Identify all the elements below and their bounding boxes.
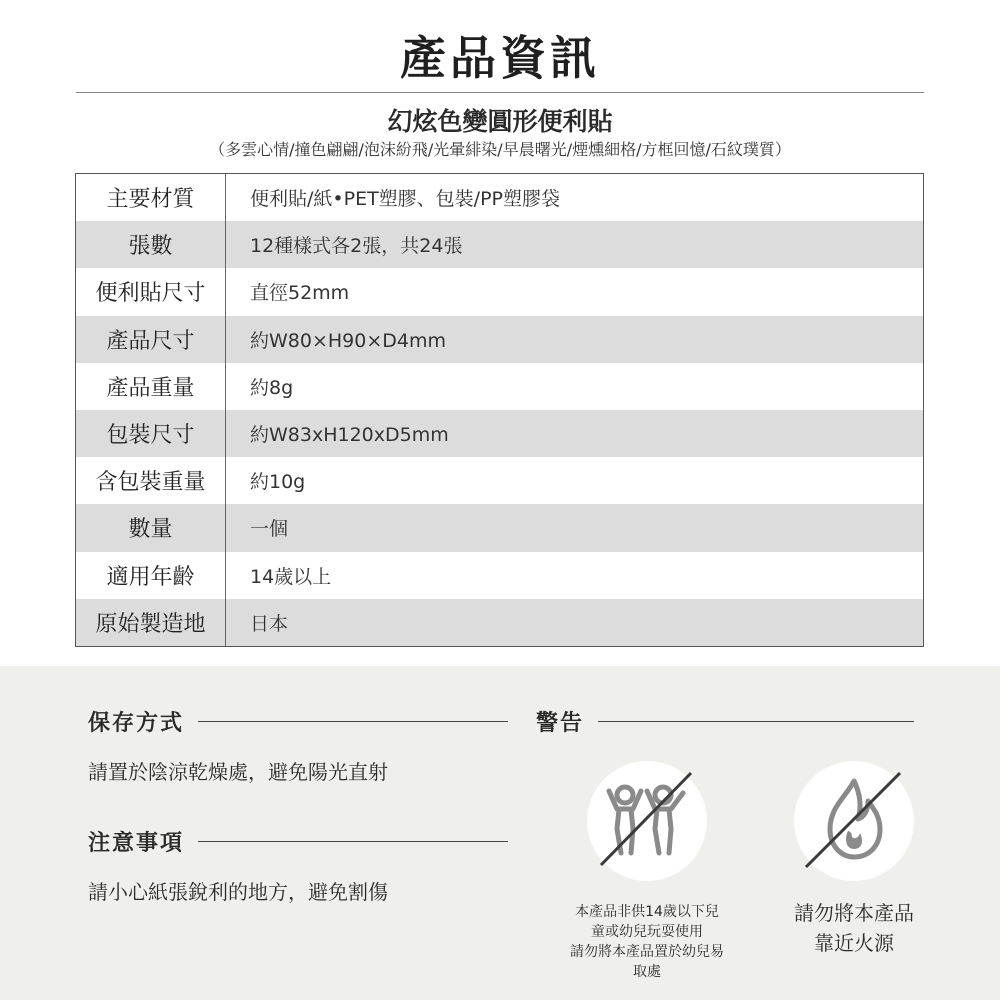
spec-value: 約W80×H90×D4mm [250, 329, 447, 352]
notes-text: 請小心紙張銳利的地方，避免割傷 [88, 880, 388, 904]
notes-heading [88, 826, 508, 857]
storage-text: 請置於陰涼乾燥處，避免陽光直射 [88, 760, 388, 784]
spec-row-package-weight [76, 457, 923, 504]
children-warning-line: 請勿將本產品置於幼兒易 [570, 944, 724, 960]
children-warning-line: 童或幼兒玩耍使用 [591, 924, 703, 940]
spec-row-material [76, 174, 923, 221]
warning-heading-text: 警告 [536, 711, 585, 736]
spec-value: 約10g [250, 471, 306, 494]
spec-label: 主要材質 [76, 174, 226, 221]
no-fire-icon [794, 761, 914, 881]
spec-value: 14歲以上 [250, 565, 332, 588]
spec-value: 日本 [250, 612, 289, 635]
warning-heading-line [598, 721, 914, 722]
spec-row-sheets [76, 221, 923, 268]
product-variants: （多雲心情/撞色翩翩/泡沫紛飛/光暈緋染/早晨曙光/煙燻細格/方框回憶/石紋璞質） [209, 140, 791, 159]
children-warning-line: 本產品非供14歲以下兒 [575, 904, 719, 920]
notes-heading-line [198, 841, 508, 842]
spec-label: 張數 [76, 221, 226, 268]
storage-heading [88, 706, 508, 737]
care-section [0, 666, 1000, 1000]
spec-row-product-size [76, 316, 923, 363]
children-warning-text [547, 902, 747, 982]
storage-heading-line [198, 721, 508, 722]
spec-value: 約W83xH120xD5mm [250, 424, 449, 447]
storage-heading-text: 保存方式 [88, 711, 185, 736]
fire-warning-line: 請勿將本產品 [794, 901, 914, 925]
spec-label: 原始製造地 [76, 599, 226, 646]
warning-heading [536, 706, 914, 737]
spec-row-note-size [76, 268, 923, 315]
product-name: 幻炫色變圓形便利貼 [387, 107, 613, 136]
notes-heading-text: 注意事項 [88, 831, 185, 856]
page-title: 產品資訊 [400, 31, 600, 85]
fire-warning-text [764, 898, 944, 958]
spec-label: 產品尺寸 [76, 316, 226, 363]
spec-label: 包裝尺寸 [76, 410, 226, 457]
title-divider [76, 92, 924, 93]
spec-row-package-size [76, 410, 923, 457]
children-warning-line: 取處 [633, 964, 661, 980]
spec-label: 含包裝重量 [76, 457, 226, 504]
spec-table [75, 173, 924, 647]
no-children-icon [587, 761, 707, 881]
spec-value: 約8g [250, 376, 294, 399]
spec-label: 數量 [76, 504, 226, 551]
spec-row-product-weight [76, 363, 923, 410]
spec-label: 便利貼尺寸 [76, 268, 226, 315]
spec-row-quantity [76, 504, 923, 551]
spec-label: 適用年齡 [76, 552, 226, 599]
spec-row-age [76, 552, 923, 599]
spec-value: 直徑52mm [250, 282, 350, 305]
spec-row-origin [76, 599, 923, 646]
spec-label: 產品重量 [76, 363, 226, 410]
spec-value: 便利貼/紙•PET塑膠、包裝/PP塑膠袋 [250, 188, 560, 211]
fire-warning-line: 靠近火源 [814, 931, 894, 955]
spec-value: 一個 [250, 518, 289, 541]
spec-value: 12種樣式各2張，共24張 [250, 235, 463, 258]
